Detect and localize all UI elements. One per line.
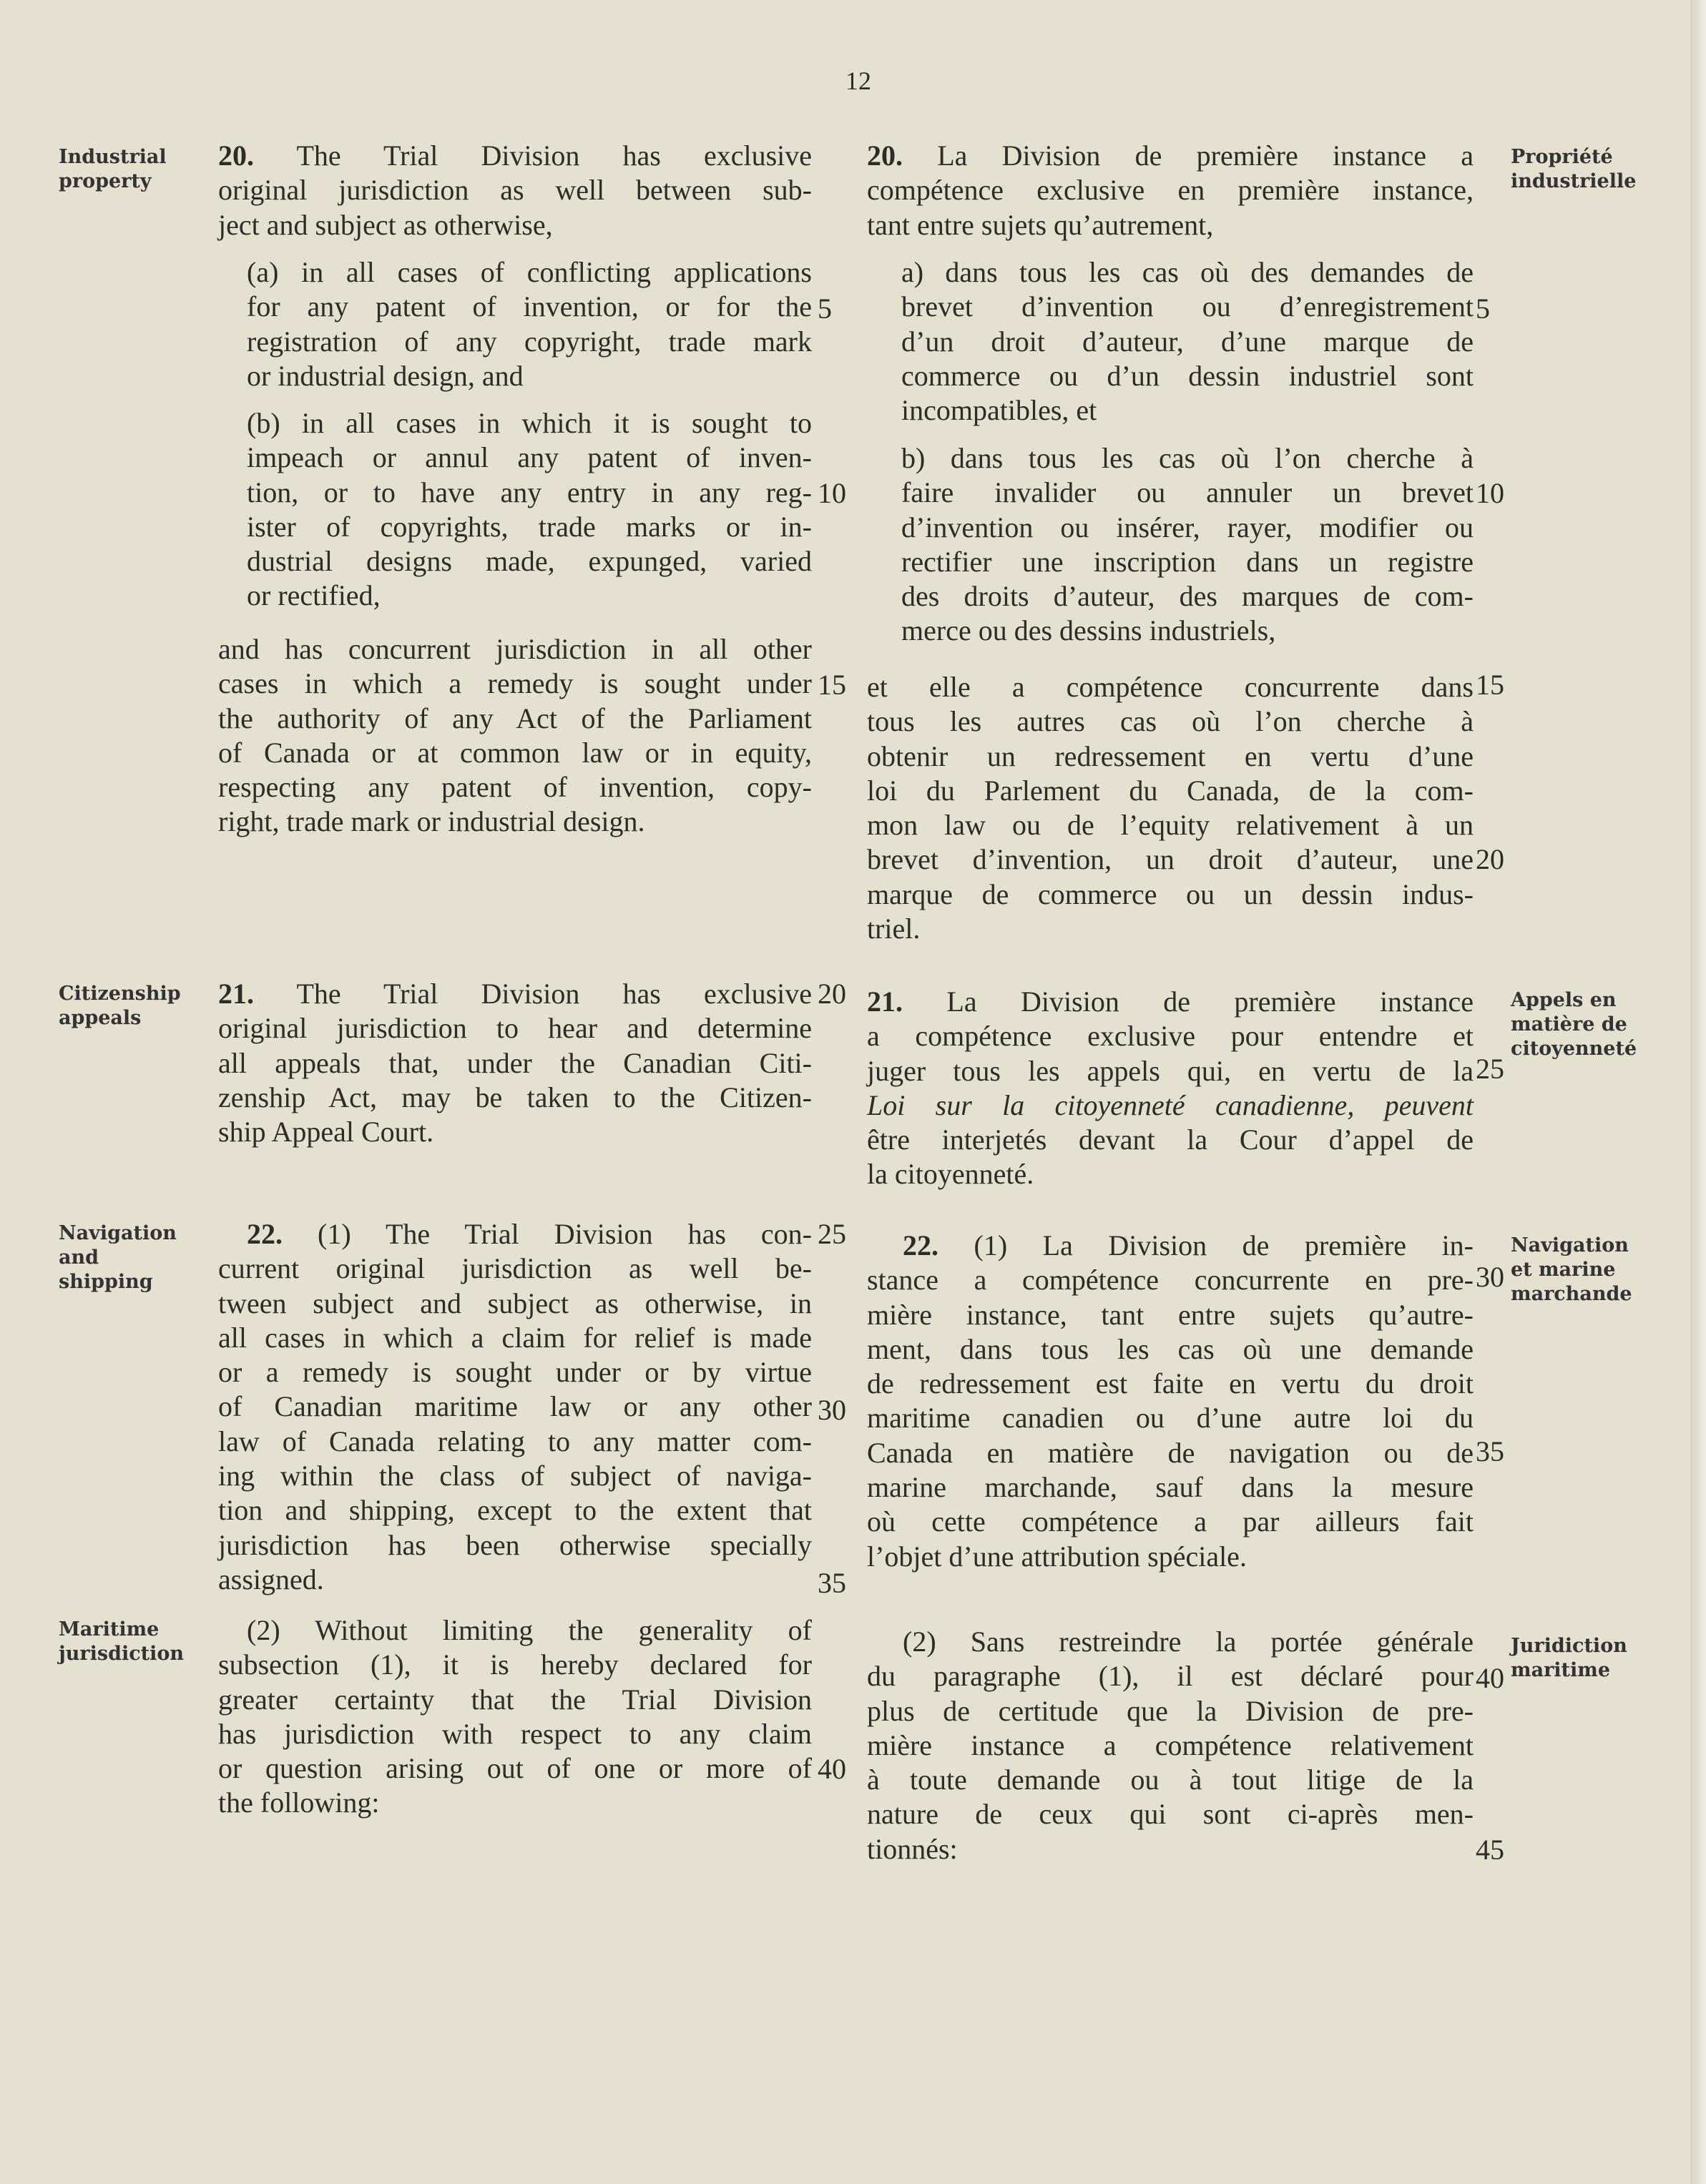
section-number: 21. xyxy=(867,985,903,1018)
section-number: 22. xyxy=(247,1218,283,1250)
line-number: 10 xyxy=(1476,477,1504,509)
en-section-20-tail: and has concurrent jurisdiction in all other cases in which a remedy is sought under the authority of any Act of the Parliament of Canada or at common law or in equity, respecting any patent of invention, copy- right, trade mark or industrial design. xyxy=(218,633,812,838)
margin-note-industrial-property: Industrial property xyxy=(59,146,167,192)
margin-note-navigation-marine: Navigation et marine marchande xyxy=(1511,1234,1632,1305)
line-number: 20 xyxy=(1476,843,1504,875)
en-section-21: 21. The Trial Division has exclusive original jurisdiction to hear and determine all appeals that, under the Canadian Citi- zenship Act, may be taken to the Citizen- ship Appeal Court. xyxy=(218,978,812,1148)
line-number: 15 xyxy=(818,669,846,701)
line-number: 20 xyxy=(818,978,846,1010)
en-section-20-para-b: (b) in all cases in which it is sought to impeach or annul any patent of inven- tion, or to have any entry in any reg- ister of copyrights, trade marks or in- dustrial designs made, expunged, varied or rectified, xyxy=(247,407,812,612)
section-number: 20. xyxy=(218,139,254,172)
line-number: 5 xyxy=(1476,292,1490,325)
section-number: 22. xyxy=(903,1229,938,1261)
fr-section-20-intro: 20. La Division de première instance a compétence exclusive en première instance, tant entre sujets qu’autrement, xyxy=(867,139,1474,241)
page-edge xyxy=(1690,0,1706,2184)
en-section-20-para-a: (a) in all cases of conflicting applications for any patent of invention, or for the registration of any copyright, trade mark or industrial design, and xyxy=(247,256,812,392)
page-number: 12 xyxy=(845,67,871,95)
line-number: 45 xyxy=(1476,1834,1504,1866)
line-number: 30 xyxy=(1476,1261,1504,1293)
line-number: 40 xyxy=(818,1753,846,1785)
line-number: 10 xyxy=(818,477,846,509)
en-section-22-1: 22. (1) The Trial Division has con- current original jurisdiction as well be- tween subject and subject as otherwise, in all cases in which a claim for relief is made or a remedy is sought under or by virtue of Canadian maritime law or any other law of Canada relating to any matter com- ing within the class of subject of naviga- tion and shipping, except to the extent that jurisdiction has been otherwise specially assigned. xyxy=(218,1218,812,1595)
fr-section-20-para-b: b) dans tous les cas où l’on cherche à faire invalider ou annuler un brevet d’invention ou insérer, rayer, modifier ou rectifier une inscription dans un registre des droits d’auteur, des marques de com- merce ou des dessins industriels, xyxy=(901,442,1474,647)
section-number: 20. xyxy=(867,139,903,172)
margin-note-appels-citoyennete: Appels en matière de citoyenneté xyxy=(1511,989,1637,1060)
section-number: 21. xyxy=(218,978,254,1010)
en-section-20-intro: 20. The Trial Division has exclusive original jurisdiction as well between sub- ject and subject as otherwise, xyxy=(218,139,812,241)
en-section-22-2: (2) Without limiting the generality of subsection (1), it is hereby declared for greater certainty that the Trial Division has jurisdiction with respect to any claim or question arising out of one or more of the following: xyxy=(218,1614,812,1819)
margin-note-navigation-shipping: Navigation and shipping xyxy=(59,1222,177,1293)
fr-section-20-para-a: a) dans tous les cas où des demandes de brevet d’invention ou d’enregistrement d’un droit d’auteur, d’une marque de commerce ou d’un dessin industriel sont incompatibles, et xyxy=(901,256,1474,427)
line-number: 40 xyxy=(1476,1662,1504,1694)
line-number: 5 xyxy=(818,292,832,325)
margin-note-citizenship-appeals: Citizenship appeals xyxy=(59,983,181,1029)
fr-section-22-2: (2) Sans restreindre la portée générale du paragraphe (1), il est déclaré pour plus de certitude que la Division de pre- mière instance a compétence relativement à toute demande ou à tout litige de la nature de ceux qui sont ci-après men- tionnés: xyxy=(867,1625,1474,1865)
margin-note-maritime-jurisdiction: Maritime jurisdiction xyxy=(59,1618,185,1665)
margin-note-juridiction-maritime: Juridiction maritime xyxy=(1511,1635,1627,1681)
margin-note-propriete-industrielle: Propriété industrielle xyxy=(1511,146,1637,192)
line-number: 30 xyxy=(818,1394,846,1426)
line-number: 35 xyxy=(818,1567,846,1599)
fr-section-20-tail: et elle a compétence concurrente dans tous les autres cas où l’on cherche à obtenir un redressement en vertu d’une loi du Parlement du Canada, de la com- mon law ou de l’equity relativement à un brevet d’invention, un droit d’auteur, une marque de commerce ou un dessin indus- triel. xyxy=(867,671,1474,945)
line-number: 15 xyxy=(1476,669,1504,701)
line-number: 25 xyxy=(818,1218,846,1250)
line-number: 35 xyxy=(1476,1435,1504,1467)
fr-section-22-1: 22. (1) La Division de première in- stance a compétence concurrente en pre- mière instance, tant entre sujets qu’autre- ment, dans tous les cas où une demande de redressement est faite en vertu du droit maritime canadien ou d’une autre loi du Canada en matière de navigation ou de marine marchande, sauf dans la mesure où cette compétence a par ailleurs fait l’objet d’une attribution spéciale. xyxy=(867,1229,1474,1573)
line-number: 25 xyxy=(1476,1053,1504,1085)
fr-section-21: 21. La Division de première instance a compétence exclusive pour entendre et juger tous les appels qui, en vertu de la Loi sur la citoyenneté canadienne, peuvent être interjetés devant la Cour d’appel de la citoyenneté. xyxy=(867,985,1474,1191)
